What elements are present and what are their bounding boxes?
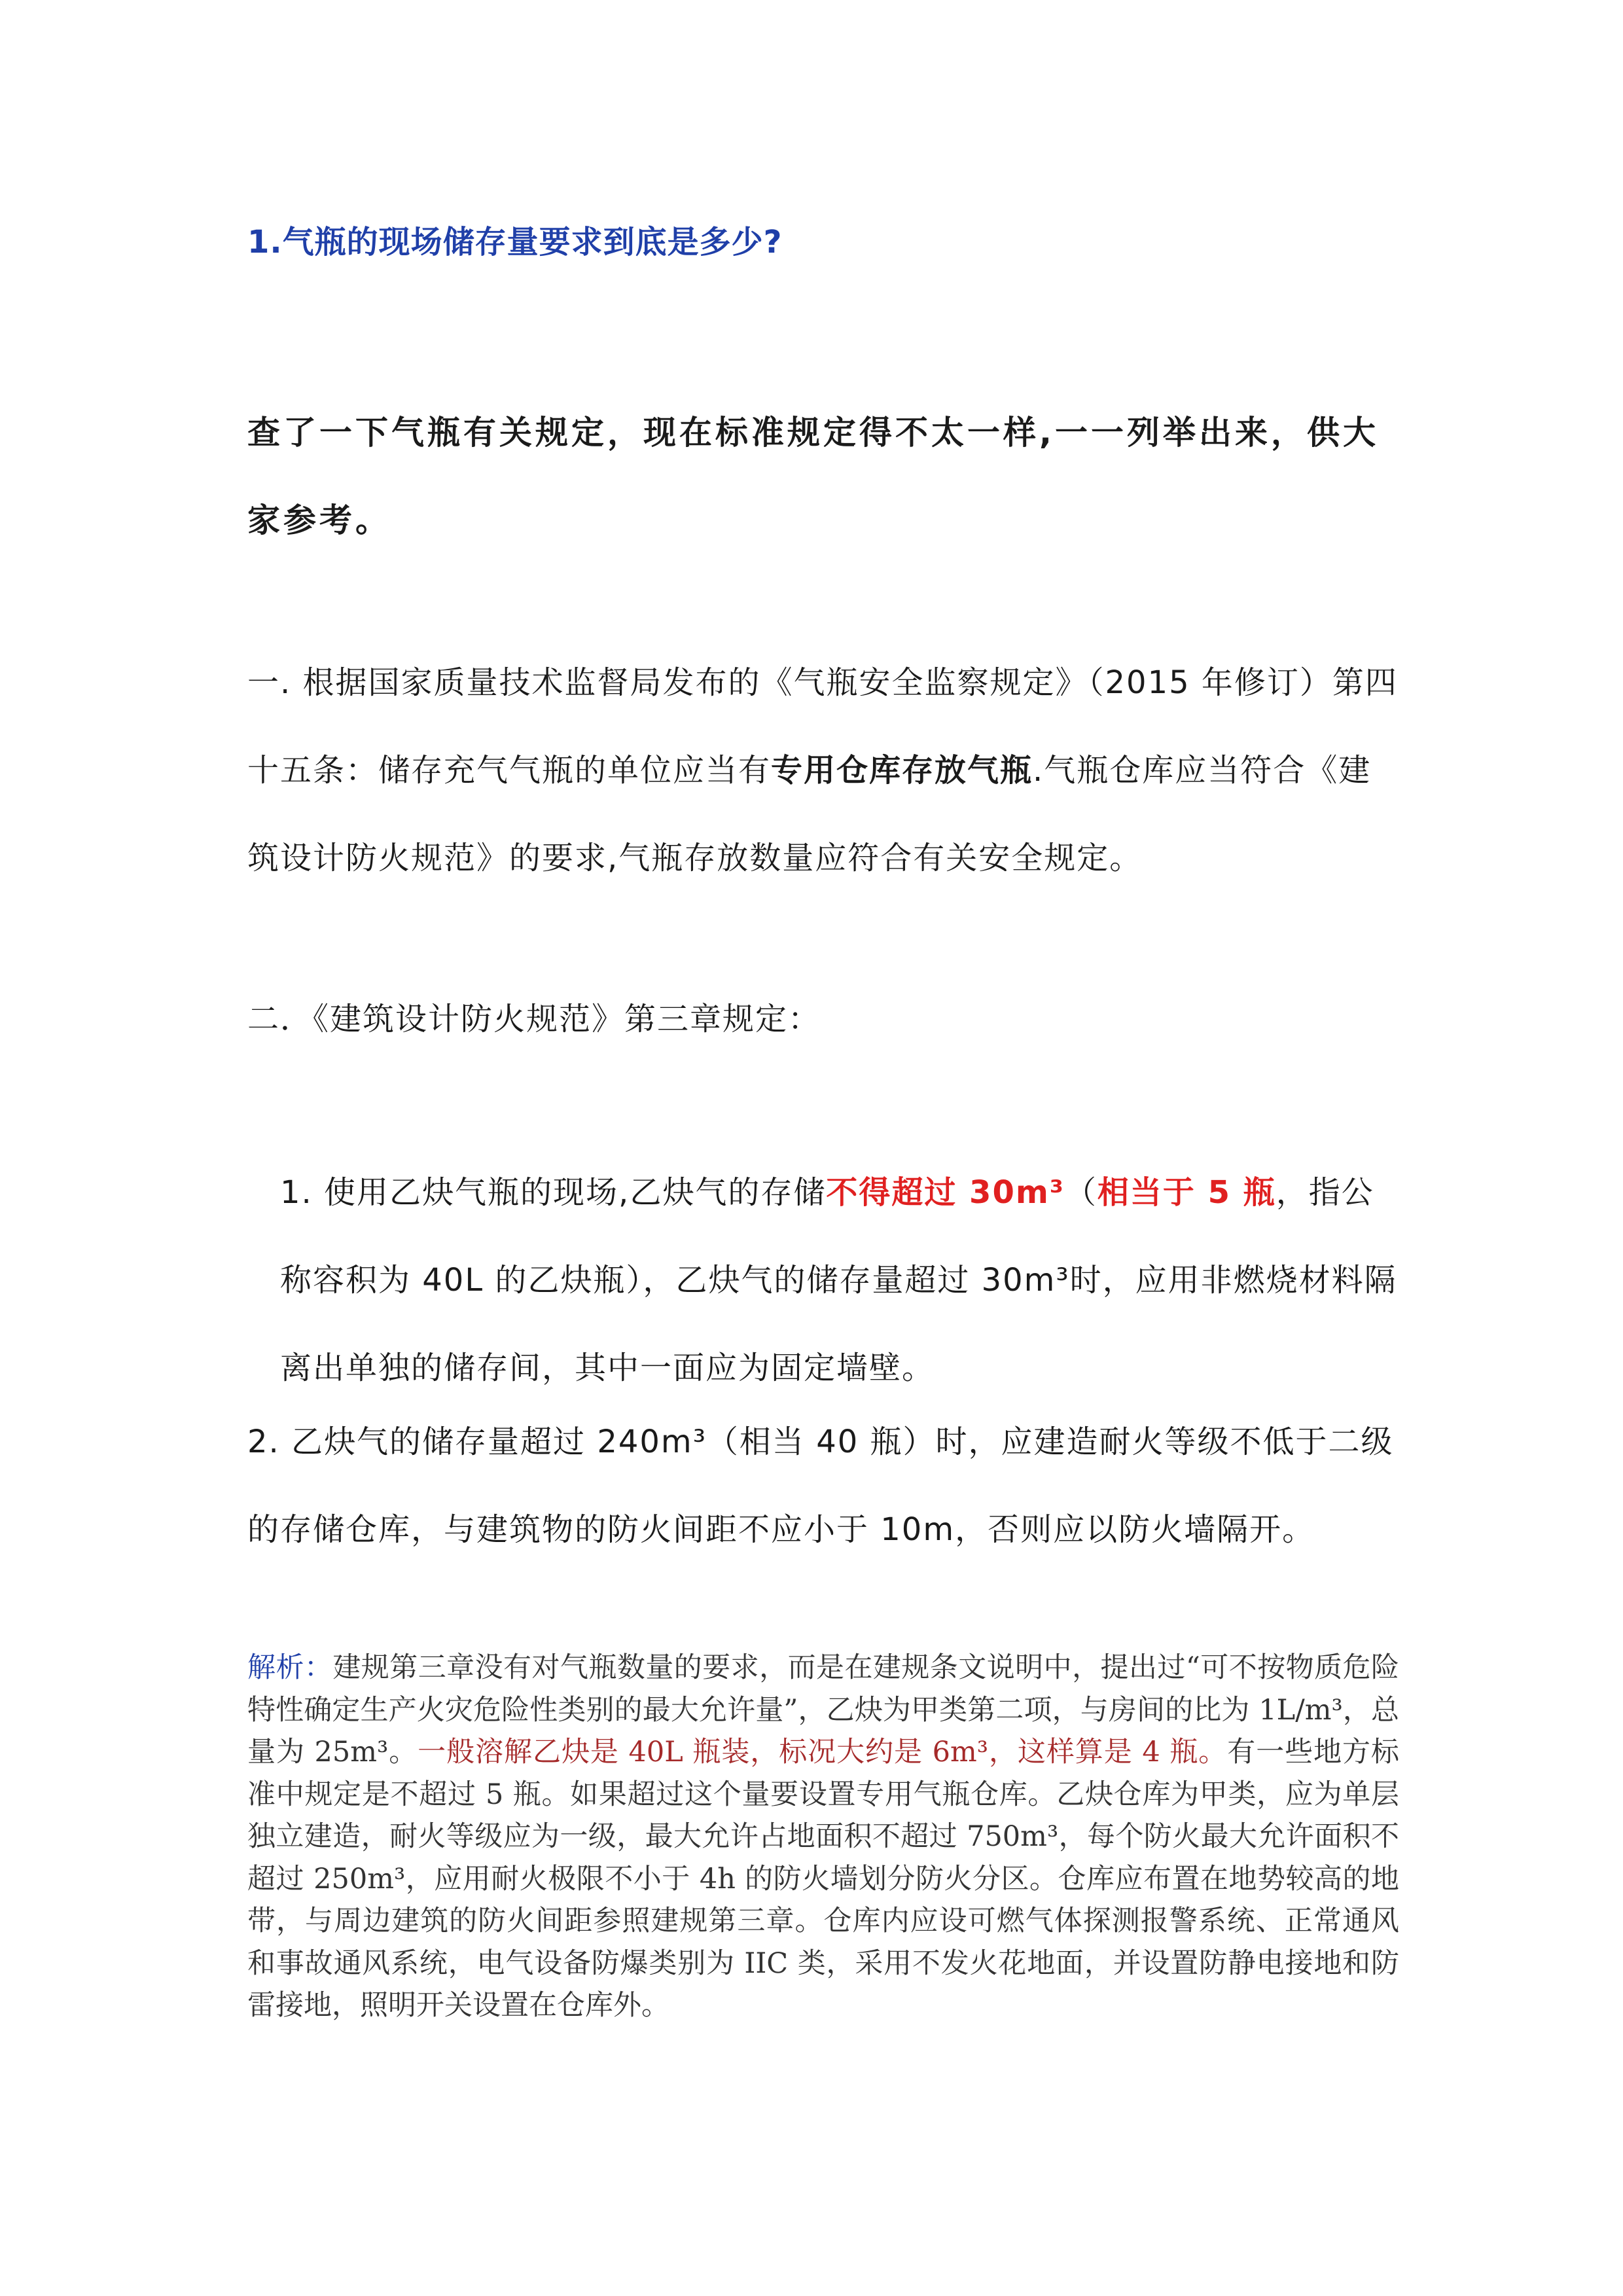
section-1-text-b: .气瓶仓库应当符合《建筑设计防火规范》的要求,气瓶存放数量应符合有关安全规定。 [247,752,1372,876]
analysis-text-a: 建规第三章没有对气瓶数量的要求，而是在建规条文说明中，提出过“可不按物质危险特性确定生产火灾危险性类别的最大允许量”，乙炔为甲类第二项，与房间的比为 1L/m³，总量为 25m³。 [247,1651,1400,1768]
list-item-2: 2. 乙炔气的储存量超过 240m³（相当 40 瓶）时，应建造耐火等级不低于二级的存储仓库，与建筑物的防火间距不应小于 10m，否则应以防火墙隔开。 [247,1424,1394,1548]
item-1-text-a: 1. 使用乙炔气瓶的现场,乙炔气的存储 [280,1174,827,1211]
item-1-highlight-bottles: 相当于 5 瓶 [1097,1174,1276,1211]
section-1-paragraph [247,639,1399,902]
section-1-text-a: 一. 根据国家质量技术监督局发布的《气瓶安全监察规定》（2015 年修订）第四十五条：储存充气气瓶的单位应当有 [247,664,1398,789]
section-2-heading: 二．《建筑设计防火规范》第三章规定： [247,1001,821,1037]
analysis-paragraph [247,1647,1399,2027]
analysis-highlight: 一般溶解乙炔是 40L 瓶装，标况大约是 6m³，这样算是 4 瓶。 [418,1736,1228,1768]
analysis-text-b: 有一些地方标准中规定是不超过 5 瓶。如果超过这个量要设置专用气瓶仓库。乙炔仓库为甲类，应为单层独立建造，耐火等级应为一级，最大允许占地面积不超过 750m³，每个防火最大允许面积不超过 250m³，应用耐火极限不小于 4h 的防火墙划分防火分区。仓库应布置在地势较高的地带，与周边建筑的防火间距参照建规第三章。仓库内应设可燃气体探测报警系统、正常通风和事故通风系统，电气设备防爆类别为 IIC 类，采用不发火花地面，并设置防静电接地和防雷接地，照明开关设置在仓库外。 [247,1736,1400,2022]
item-1-highlight-limit: 不得超过 30m³ [826,1174,1065,1211]
page-title: 1.气瓶的现场储存量要求到底是多少? [247,224,783,260]
list-item-1 [280,1149,1406,1412]
section-1-bold-text: 专用仓库存放气瓶 [771,752,1033,789]
intro-paragraph: 查了一下气瓶有关规定，现在标准规定得不太一样,一一列举出来，供大家参考。 [247,414,1379,539]
item-1-text-b: ，指公称容积为 40L 的乙炔瓶），乙炔气的储存量超过 30m³时，应用非燃烧材料隔离出单独的储存间，其中一面应为固定墙壁。 [280,1174,1397,1386]
analysis-label: 解析： [247,1651,333,1684]
item-1-paren: （ [1064,1174,1097,1211]
